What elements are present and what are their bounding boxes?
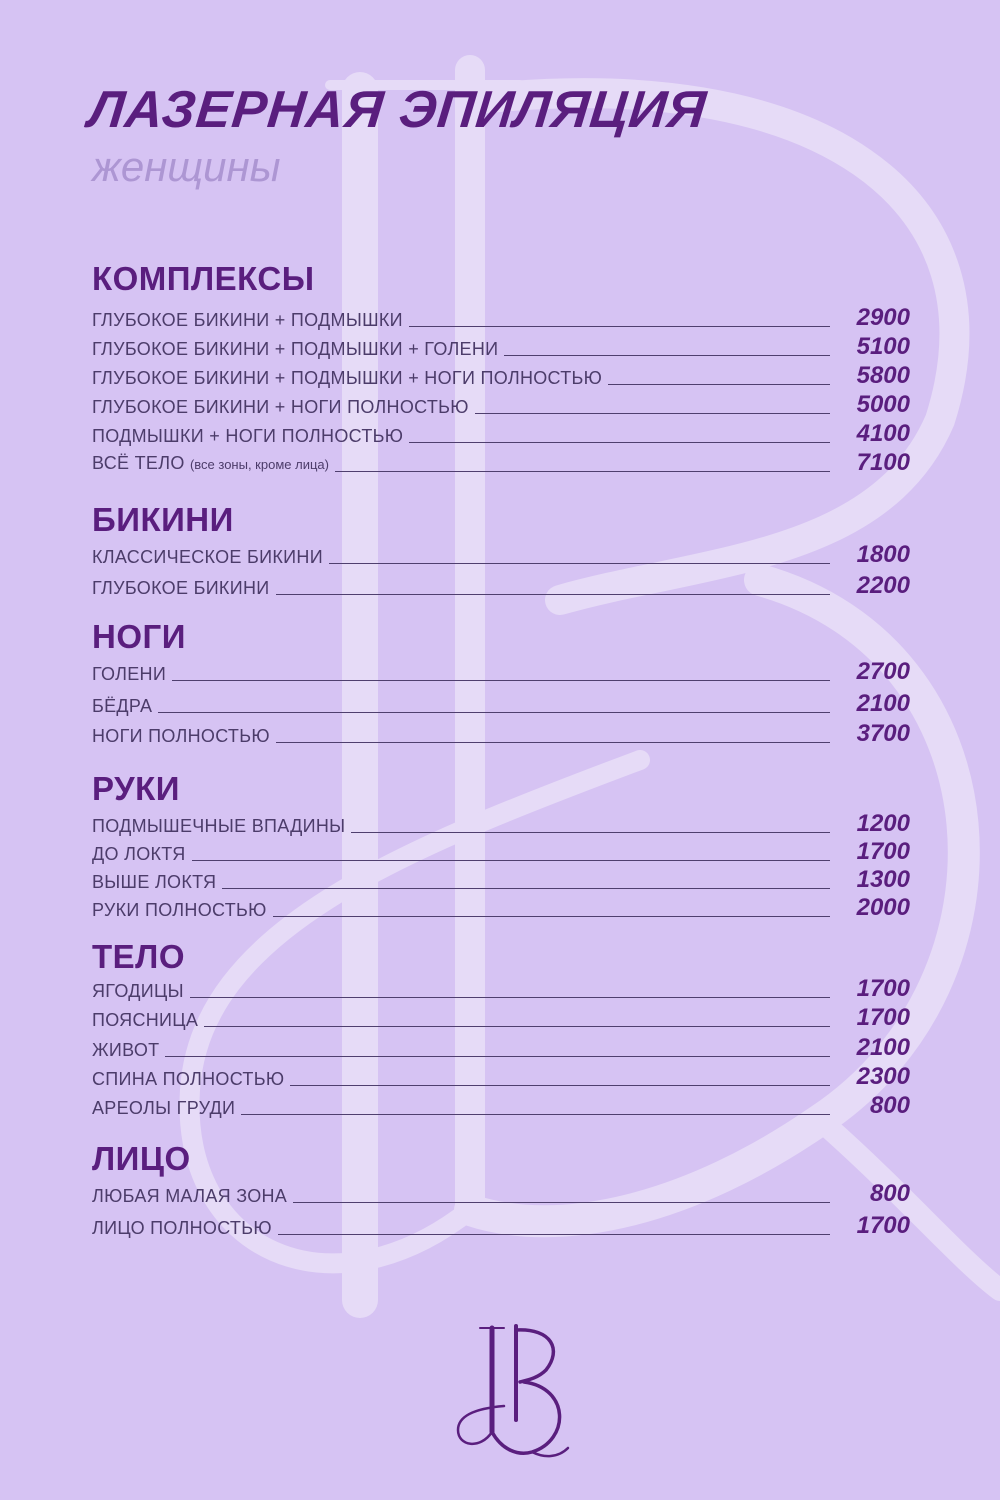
service-name-text: ПОДМЫШЕЧНЫЕ ВПАДИНЫ <box>92 816 346 836</box>
leader-line <box>276 742 830 743</box>
leader-line <box>222 888 830 889</box>
service-name-text: ЯГОДИЦЫ <box>92 981 184 1001</box>
service-price: 2000 <box>856 894 910 921</box>
service-name <box>92 397 469 417</box>
leader-line <box>335 471 830 472</box>
service-name-text: ЛИЦО ПОЛНОСТЬЮ <box>92 1218 272 1238</box>
service-price: 2100 <box>856 1034 910 1061</box>
leader-line <box>504 355 830 356</box>
service-price: 2100 <box>856 690 910 717</box>
service-name <box>92 844 186 864</box>
price-row <box>92 541 910 567</box>
price-row <box>92 866 910 892</box>
service-price: 5000 <box>856 391 910 418</box>
price-row <box>92 304 910 330</box>
leader-line <box>329 563 830 564</box>
section-title: БИКИНИ <box>92 501 234 538</box>
price-row <box>92 1004 910 1030</box>
section-title: НОГИ <box>92 618 186 655</box>
service-name-text: КЛАССИЧЕСКОЕ БИКИНИ <box>92 547 323 567</box>
service-name <box>92 900 267 920</box>
service-name <box>92 816 345 836</box>
service-price: 7100 <box>856 449 910 476</box>
price-row <box>92 838 910 864</box>
service-name <box>92 981 184 1001</box>
service-price: 5800 <box>856 362 910 389</box>
service-price: 800 <box>869 1180 910 1207</box>
service-name <box>92 1186 287 1206</box>
service-name <box>92 368 602 388</box>
page-title: ЛАЗЕРНАЯ ЭПИЛЯЦИЯ <box>85 81 710 139</box>
service-name-text: ВСЁ ТЕЛО <box>92 453 185 473</box>
service-name-text: АРЕОЛЫ ГРУДИ <box>92 1098 236 1118</box>
service-name-text: ПОДМЫШКИ + НОГИ ПОЛНОСТЬЮ <box>92 426 404 446</box>
leader-line <box>190 997 830 998</box>
service-name-text: ГЛУБОКОЕ БИКИНИ + ПОДМЫШКИ + НОГИ ПОЛНОСТЬЮ <box>92 368 603 388</box>
service-note: (все зоны, кроме лица) <box>189 457 329 472</box>
service-price: 2300 <box>856 1063 910 1090</box>
service-name <box>92 310 403 330</box>
service-name-text: ЖИВОТ <box>92 1040 160 1060</box>
service-name-text: СПИНА ПОЛНОСТЬЮ <box>92 1069 285 1089</box>
price-row <box>92 810 910 836</box>
price-row <box>92 1092 910 1118</box>
service-name-text: ПОЯСНИЦА <box>92 1010 199 1030</box>
service-price: 5100 <box>856 333 910 360</box>
service-name <box>92 696 152 716</box>
leader-line <box>276 594 831 595</box>
service-price: 2700 <box>856 658 910 685</box>
leader-line <box>158 712 830 713</box>
price-row <box>92 975 910 1001</box>
service-price: 1700 <box>856 1212 910 1239</box>
section-title: ТЕЛО <box>92 938 185 975</box>
leader-line <box>475 413 830 414</box>
service-price: 2200 <box>856 572 910 599</box>
leader-line <box>172 680 830 681</box>
price-row <box>92 894 910 920</box>
service-name <box>92 578 270 598</box>
service-name-text: ГЛУБОКОЕ БИКИНИ + ПОДМЫШКИ + ГОЛЕНИ <box>92 339 499 359</box>
price-row <box>92 1212 910 1238</box>
service-name <box>92 339 498 359</box>
price-row <box>92 658 910 684</box>
leader-line <box>409 442 830 443</box>
leader-line <box>241 1114 830 1115</box>
price-row <box>92 420 910 446</box>
service-price: 2900 <box>856 304 910 331</box>
leader-line <box>192 860 831 861</box>
service-name <box>92 1218 272 1238</box>
leader-line <box>409 326 830 327</box>
service-name-text: ВЫШЕ ЛОКТЯ <box>92 872 217 892</box>
page-subtitle: женщины <box>92 143 281 190</box>
service-name-text: ЛЮБАЯ МАЛАЯ ЗОНА <box>92 1186 288 1206</box>
price-row <box>92 391 910 417</box>
service-price: 3700 <box>856 720 910 747</box>
service-name-text: ГОЛЕНИ <box>92 664 167 684</box>
price-row <box>92 1034 910 1060</box>
leader-line <box>273 916 830 917</box>
leader-line <box>204 1026 830 1027</box>
service-name <box>92 1040 159 1060</box>
service-name-text: БЁДРА <box>92 696 153 716</box>
price-row <box>92 333 910 359</box>
service-price: 1200 <box>856 810 910 837</box>
leader-line <box>608 384 830 385</box>
price-row <box>92 1063 910 1089</box>
leader-line <box>165 1056 830 1057</box>
section-title: РУКИ <box>92 770 180 807</box>
price-row <box>92 1180 910 1206</box>
service-name <box>92 726 270 746</box>
service-name <box>92 453 329 475</box>
service-name-text: ДО ЛОКТЯ <box>92 844 186 864</box>
leader-line <box>351 832 830 833</box>
leader-line <box>278 1234 830 1235</box>
price-row <box>92 449 910 475</box>
service-name-text: ГЛУБОКОЕ БИКИНИ + ПОДМЫШКИ <box>92 310 403 330</box>
service-price: 1700 <box>856 975 910 1002</box>
section-title: ЛИЦО <box>92 1140 191 1177</box>
service-name <box>92 426 403 446</box>
price-row <box>92 362 910 388</box>
leader-line <box>293 1202 830 1203</box>
service-price: 4100 <box>856 420 910 447</box>
service-price: 1300 <box>856 866 910 893</box>
price-row <box>92 720 910 746</box>
leader-line <box>290 1085 830 1086</box>
service-price: 1700 <box>856 1004 910 1031</box>
service-price: 1800 <box>856 541 910 568</box>
service-name <box>92 547 323 567</box>
service-price: 1700 <box>856 838 910 865</box>
service-name-text: ГЛУБОКОЕ БИКИНИ <box>92 578 270 598</box>
service-name-text: РУКИ ПОЛНОСТЬЮ <box>92 900 267 920</box>
price-row <box>92 690 910 716</box>
service-name-text: ГЛУБОКОЕ БИКИНИ + НОГИ ПОЛНОСТЬЮ <box>92 397 469 417</box>
section-title: КОМПЛЕКСЫ <box>92 260 315 297</box>
service-name <box>92 1010 198 1030</box>
service-name <box>92 1069 284 1089</box>
service-name <box>92 664 166 684</box>
service-name <box>92 872 216 892</box>
service-price: 800 <box>869 1092 910 1119</box>
service-name <box>92 1098 235 1118</box>
price-row <box>92 572 910 598</box>
service-name-text: НОГИ ПОЛНОСТЬЮ <box>92 726 270 746</box>
